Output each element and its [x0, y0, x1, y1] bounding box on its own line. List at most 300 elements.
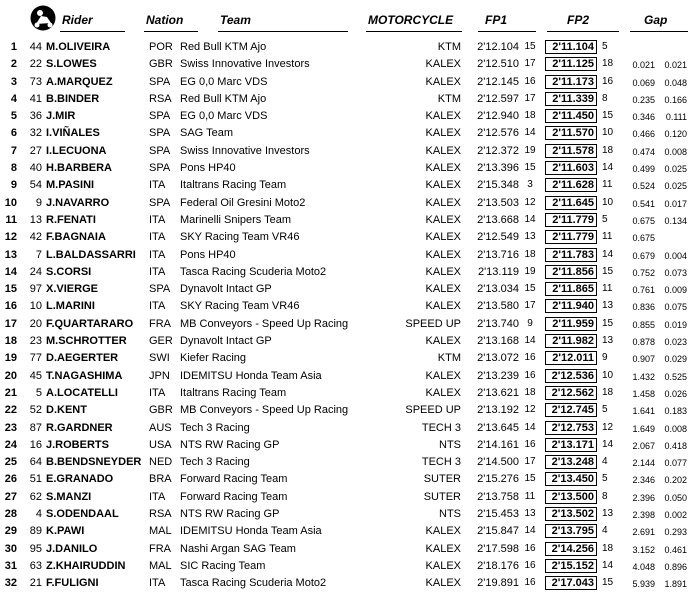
fp2-time	[542, 507, 599, 521]
fp2-time	[542, 472, 599, 486]
fp2-time	[542, 455, 599, 469]
rider-number: 23	[29, 335, 42, 348]
fp2-time	[542, 265, 599, 279]
rider-nation: SPA	[149, 196, 171, 209]
rider-number: 73	[29, 75, 42, 88]
rider-nation: RSA	[149, 92, 172, 105]
rider-name: B.BENDSNEYDER	[46, 456, 142, 469]
header-motorcycle: MOTORCYCLE	[368, 13, 454, 27]
fp1-time: 2'13.072	[477, 352, 519, 365]
table-row	[0, 246, 691, 263]
rider-number: 32	[29, 127, 42, 140]
fp1-laps: 12	[524, 404, 536, 416]
rider-nation: ITA	[149, 300, 166, 313]
motorcycle: KALEX	[425, 144, 461, 157]
gap-to-previous: 0.461	[664, 544, 687, 555]
motorcycle: KALEX	[425, 525, 461, 538]
fp2-time-boxed: 2'12.011	[545, 351, 597, 365]
motorcycle: KTM	[437, 92, 461, 105]
header-underline	[218, 31, 348, 32]
gap-to-first: 0.675	[632, 215, 655, 226]
team-name: SKY Racing Team VR46	[180, 300, 300, 313]
fp1-time: 2'13.239	[477, 369, 519, 382]
team-name: Red Bull KTM Ajo	[180, 92, 267, 105]
fp2-time	[542, 542, 599, 556]
fp2-time	[542, 40, 599, 54]
rider-nation: FRA	[149, 542, 171, 555]
team-name: IDEMITSU Honda Team Asia	[180, 525, 322, 538]
motorcycle: KALEX	[425, 110, 461, 123]
team-name: Pons HP40	[180, 162, 236, 175]
table-row	[0, 384, 691, 401]
motorcycle: KALEX	[425, 179, 461, 192]
rider-number: 24	[29, 265, 42, 278]
fp2-time	[542, 92, 599, 106]
motorcycle: KALEX	[425, 162, 461, 175]
fp1-laps: 15	[524, 473, 536, 485]
gap-to-first: 0.836	[632, 302, 655, 313]
motorcycle: KTM	[437, 41, 461, 53]
fp2-time-boxed: 2'11.940	[545, 299, 597, 313]
row-position: 6	[10, 127, 17, 140]
fp1-laps: 16	[524, 75, 536, 87]
fp2-time-boxed: 2'11.173	[545, 75, 597, 89]
motorcycle: NTS	[439, 438, 461, 451]
fp2-time-boxed: 2'12.536	[545, 369, 597, 383]
rider-nation: ITA	[149, 179, 166, 192]
row-position: 8	[10, 162, 17, 175]
fp2-laps: 13	[602, 335, 614, 347]
motorcycle: TECH 3	[421, 421, 461, 434]
team-name: SKY Racing Team VR46	[180, 231, 300, 244]
motorcycle: KALEX	[425, 542, 461, 555]
row-position: 15	[4, 283, 17, 296]
rider-number: 52	[29, 404, 42, 417]
header-team: Team	[220, 13, 251, 27]
rider-number: 42	[29, 231, 42, 244]
motorcycle: KALEX	[425, 369, 461, 382]
gap-to-first: 2.691	[632, 527, 655, 538]
fp1-laps: 15	[524, 162, 536, 174]
fp2-laps: 14	[602, 438, 614, 450]
rider-name: M.SCHROTTER	[46, 335, 127, 348]
table-row	[0, 124, 691, 141]
row-position: 20	[4, 369, 17, 382]
header-underline	[144, 31, 198, 32]
gap-to-previous: 0.023	[664, 337, 687, 348]
rider-number: 5	[35, 386, 42, 399]
fp2-time-boxed: 2'11.779	[545, 213, 597, 227]
fp2-time-boxed: 2'14.256	[545, 542, 597, 556]
fp1-time: 2'14.161	[477, 438, 519, 451]
rider-name: I.VIÑALES	[46, 127, 100, 140]
rider-nation: GBR	[149, 58, 173, 71]
gap-to-previous: 0.002	[664, 510, 687, 521]
table-row	[0, 228, 691, 245]
motorcycle: SPEED UP	[405, 404, 461, 417]
rider-name: S.CORSI	[46, 265, 92, 278]
table-row	[0, 540, 691, 557]
table-row	[0, 90, 691, 107]
fp1-time: 2'12.510	[477, 58, 519, 71]
row-position: 10	[4, 196, 17, 209]
motorcycle: KALEX	[425, 283, 461, 296]
rider-name: A.LOCATELLI	[46, 386, 118, 399]
header-underline	[366, 31, 462, 32]
rider-number: 9	[35, 196, 42, 209]
fp2-time	[542, 75, 599, 89]
fp2-time-boxed: 2'13.502	[545, 507, 597, 521]
table-row	[0, 332, 691, 349]
fp1-laps: 13	[524, 508, 536, 520]
fp2-laps: 5	[602, 213, 608, 225]
fp1-laps: 17	[524, 92, 536, 104]
gap-to-first: 0.069	[632, 77, 655, 88]
fp2-time	[542, 282, 599, 296]
gap-to-first: 0.499	[632, 164, 655, 175]
gap-to-first: 4.048	[632, 561, 655, 572]
fp2-time	[542, 317, 599, 331]
gap-to-first: 0.474	[632, 146, 655, 157]
fp1-time: 2'19.891	[477, 577, 519, 590]
row-position: 29	[4, 525, 17, 538]
rider-nation: NED	[149, 456, 173, 469]
fp1-time: 2'13.503	[477, 196, 519, 209]
table-row	[0, 419, 691, 436]
rider-number: 95	[29, 542, 42, 555]
gap-to-previous: 0.026	[664, 388, 687, 399]
fp2-laps: 13	[602, 300, 614, 312]
gap-to-first: 3.152	[632, 544, 655, 555]
fp2-time-boxed: 2'11.959	[545, 317, 597, 331]
fp1-laps: 14	[524, 335, 536, 347]
rider-nation: POR	[149, 41, 173, 53]
motorcycle: SUTER	[423, 473, 461, 486]
fp2-time	[542, 57, 599, 71]
rider-name: H.BARBERA	[46, 162, 112, 175]
table-row	[0, 505, 691, 522]
fp2-time-boxed: 2'12.562	[545, 386, 597, 400]
fp1-time: 2'12.940	[477, 110, 519, 123]
header-underline	[547, 31, 619, 32]
table-row	[0, 297, 691, 314]
team-name: Forward Racing Team	[180, 490, 288, 503]
rider-name: S.MANZI	[46, 490, 92, 503]
table-row	[0, 142, 691, 159]
gap-to-first: 0.235	[632, 94, 655, 105]
team-name: Nashi Argan SAG Team	[180, 542, 296, 555]
fp2-time-boxed: 2'11.603	[545, 161, 597, 175]
rider-nation: SPA	[149, 110, 171, 123]
header-rider: Rider	[62, 13, 93, 27]
row-position: 22	[4, 404, 17, 417]
table-row	[0, 349, 691, 366]
rider-name: J.ROBERTS	[46, 438, 109, 451]
fp1-laps: 13	[524, 231, 536, 243]
table-row	[0, 367, 691, 384]
rider-name: X.VIERGE	[46, 283, 98, 296]
table-row	[0, 194, 691, 211]
fp2-time-boxed: 2'11.779	[545, 230, 597, 244]
fp2-time-boxed: 2'15.152	[545, 559, 597, 573]
fp2-laps: 12	[602, 421, 614, 433]
fp1-laps: 14	[524, 213, 536, 225]
row-position: 1	[10, 41, 17, 53]
fp2-time-boxed: 2'11.982	[545, 334, 597, 348]
fp2-time-boxed: 2'11.856	[545, 265, 597, 279]
gap-to-previous: 0.075	[664, 302, 687, 313]
fp2-time-boxed: 2'13.248	[545, 455, 597, 469]
fp2-laps: 18	[602, 58, 614, 70]
header-fp1: FP1	[485, 13, 508, 27]
table-row	[0, 557, 691, 574]
fp1-laps: 11	[524, 490, 536, 502]
team-name: SIC Racing Team	[180, 559, 266, 572]
rider-nation: GER	[149, 335, 173, 348]
fp1-laps: 3	[527, 179, 533, 191]
fp2-time	[542, 299, 599, 313]
rider-name: F.QUARTARARO	[46, 317, 134, 330]
rider-name: F.FULIGNI	[46, 577, 99, 590]
gap-to-previous: 0.050	[664, 492, 687, 503]
fp2-laps: 16	[602, 75, 614, 87]
rider-nation: SPA	[149, 144, 171, 157]
team-name: Swiss Innovative Investors	[180, 58, 310, 71]
rider-number: 64	[29, 456, 42, 469]
fp2-laps: 5	[602, 473, 608, 485]
fp2-laps: 18	[602, 386, 614, 398]
fp2-time	[542, 144, 599, 158]
gap-to-previous: 0.017	[664, 198, 687, 209]
gap-to-first: 0.675	[632, 233, 655, 244]
gap-to-first: 1.649	[632, 423, 655, 434]
rider-name: D.KENT	[46, 404, 87, 417]
rider-number: 13	[29, 213, 42, 226]
row-position: 17	[4, 317, 17, 330]
row-position: 24	[4, 438, 17, 451]
rider-number: 22	[29, 58, 42, 71]
rider-number: 20	[29, 317, 42, 330]
fp2-laps: 11	[602, 231, 613, 243]
rider-name: A.MARQUEZ	[46, 75, 113, 88]
rider-name: S.ODENDAAL	[46, 508, 119, 521]
row-position: 27	[4, 490, 17, 503]
fp1-time: 2'13.034	[477, 283, 519, 296]
fp2-time	[542, 213, 599, 227]
fp2-time	[542, 351, 599, 365]
fp2-time-boxed: 2'11.339	[545, 92, 597, 106]
rider-number: 10	[29, 300, 42, 313]
fp2-time-boxed: 2'12.753	[545, 421, 597, 435]
gap-to-previous: 0.008	[664, 146, 687, 157]
fp2-laps: 8	[602, 92, 608, 104]
team-name: Italtrans Racing Team	[180, 179, 287, 192]
gap-to-first: 0.524	[632, 181, 655, 192]
header-underline	[630, 31, 688, 32]
table-row	[0, 159, 691, 176]
fp1-time: 2'15.348	[477, 179, 519, 192]
fp1-time: 2'13.168	[477, 335, 519, 348]
fp2-time-boxed: 2'12.745	[545, 403, 597, 417]
team-name: Marinelli Snipers Team	[180, 213, 292, 226]
row-position: 31	[4, 559, 17, 572]
gap-to-previous: 0.019	[664, 319, 687, 330]
fp1-laps: 14	[524, 525, 536, 537]
rider-number: 7	[35, 248, 42, 261]
team-name: Forward Racing Team	[180, 473, 288, 486]
team-name: EG 0,0 Marc VDS	[180, 110, 268, 123]
team-name: Tech 3 Racing	[180, 456, 250, 469]
gap-to-first: 0.761	[632, 285, 655, 296]
fp1-laps: 9	[527, 317, 533, 329]
fp1-time: 2'13.119	[477, 265, 519, 278]
gap-to-previous: 0.025	[664, 164, 687, 175]
table-row	[0, 401, 691, 418]
fp2-laps: 15	[602, 317, 614, 329]
rider-nation: SPA	[149, 283, 171, 296]
fp2-time	[542, 559, 599, 573]
fp1-time: 2'12.576	[477, 127, 519, 140]
fp2-time	[542, 109, 599, 123]
table-row	[0, 107, 691, 124]
table-row	[0, 211, 691, 228]
fp1-time: 2'15.453	[477, 508, 519, 521]
table-row	[0, 55, 691, 72]
fp1-time: 2'13.758	[477, 490, 519, 503]
rider-name: J.DANILO	[46, 542, 98, 555]
fp2-time	[542, 178, 599, 192]
fp1-time: 2'12.145	[477, 75, 519, 88]
team-name: Italtrans Racing Team	[180, 386, 287, 399]
gap-to-previous: 0.166	[664, 94, 687, 105]
rider-nation: GBR	[149, 404, 173, 417]
fp1-time: 2'13.396	[477, 162, 519, 175]
gap-to-previous: 0.073	[664, 267, 687, 278]
fp1-laps: 16	[524, 559, 536, 571]
fp2-laps: 18	[602, 542, 614, 554]
fp2-time	[542, 403, 599, 417]
rider-nation: SPA	[149, 75, 171, 88]
fp1-time: 2'18.176	[477, 559, 519, 572]
row-position: 28	[4, 508, 17, 521]
row-position: 3	[10, 75, 17, 88]
gap-to-first: 0.907	[632, 354, 655, 365]
row-position: 19	[4, 352, 17, 365]
table-row	[0, 436, 691, 453]
rider-number: 87	[29, 421, 42, 434]
rider-nation: ITA	[149, 265, 166, 278]
fp1-laps: 17	[524, 456, 536, 468]
rider-name: I.LECUONA	[46, 144, 107, 157]
fp2-laps: 8	[602, 490, 608, 502]
header-underline	[60, 31, 125, 32]
rider-name: J.NAVARRO	[46, 196, 110, 209]
motorcycle: TECH 3	[421, 456, 461, 469]
motorcycle: KALEX	[425, 577, 461, 590]
row-position: 5	[10, 110, 17, 123]
table-row	[0, 73, 691, 90]
team-name: EG 0,0 Marc VDS	[180, 75, 268, 88]
rider-name: J.MIR	[46, 110, 76, 123]
fp2-time	[542, 161, 599, 175]
gap-to-first: 1.641	[632, 406, 655, 417]
rider-number: 54	[29, 179, 42, 192]
motorcycle: SUTER	[423, 490, 461, 503]
fp2-laps: 5	[602, 404, 608, 416]
motorcycle: KALEX	[425, 196, 461, 209]
rider-name: L.BALDASSARRI	[46, 248, 136, 261]
gap-to-first: 0.679	[632, 250, 655, 261]
motorcycle: KALEX	[425, 300, 461, 313]
table-row	[0, 263, 691, 280]
rider-number: 77	[29, 352, 42, 365]
team-name: NTS RW Racing GP	[180, 438, 280, 451]
motorcycle: KALEX	[425, 127, 461, 140]
fp1-time: 2'13.580	[477, 300, 519, 313]
rider-name: R.FENATI	[46, 213, 96, 226]
fp2-laps: 5	[602, 41, 608, 52]
rider-name: K.PAWI	[46, 525, 85, 538]
gap-to-first: 5.939	[632, 579, 655, 590]
rider-nation: MAL	[149, 525, 172, 538]
gap-to-first: 0.752	[632, 267, 655, 278]
table-row	[0, 574, 691, 591]
motorcycle: KALEX	[425, 335, 461, 348]
motorcycle-rider-icon	[30, 5, 56, 31]
table-row	[0, 453, 691, 470]
row-position: 32	[4, 577, 17, 590]
fp2-laps: 10	[602, 196, 614, 208]
gap-to-previous: 1.891	[664, 579, 687, 590]
team-name: Dynavolt Intact GP	[180, 283, 272, 296]
fp2-laps: 15	[602, 577, 614, 589]
fp2-time-boxed: 2'17.043	[545, 576, 597, 590]
team-name: Tasca Racing Scuderia Moto2	[180, 265, 327, 278]
fp1-laps: 16	[524, 369, 536, 381]
fp1-time: 2'17.598	[477, 542, 519, 555]
rider-nation: ITA	[149, 386, 166, 399]
rider-number: 21	[29, 577, 42, 590]
team-name: Federal Oil Gresini Moto2	[180, 196, 306, 209]
team-name: Dynavolt Intact GP	[180, 335, 272, 348]
fp1-laps: 14	[524, 421, 536, 433]
fp2-laps: 14	[602, 559, 614, 571]
team-name: MB Conveyors - Speed Up Racing	[180, 317, 349, 330]
fp2-laps: 13	[602, 508, 614, 520]
rider-number: 45	[29, 369, 42, 382]
rider-nation: SPA	[149, 162, 171, 175]
fp1-laps: 16	[524, 577, 536, 589]
rider-nation: JPN	[149, 369, 170, 382]
fp2-time	[542, 421, 599, 435]
header-gap: Gap	[644, 13, 668, 27]
fp1-laps: 15	[524, 283, 536, 295]
rider-name: D.AEGERTER	[46, 352, 119, 365]
gap-to-previous: 0.111	[665, 112, 687, 123]
team-name: Tech 3 Racing	[180, 421, 250, 434]
rider-nation: AUS	[149, 421, 172, 434]
gap-to-first: 2.398	[632, 510, 655, 521]
motorcycle: KALEX	[425, 58, 461, 71]
fp1-laps: 18	[524, 248, 536, 260]
fp2-time-boxed: 2'11.783	[545, 248, 597, 262]
rider-nation: MAL	[149, 559, 172, 572]
gap-to-first: 1.432	[632, 371, 655, 382]
gap-to-previous: 0.004	[664, 250, 687, 261]
fp1-time: 2'13.668	[477, 213, 519, 226]
fp2-time-boxed: 2'11.578	[545, 144, 597, 158]
rider-nation: ITA	[149, 213, 166, 226]
